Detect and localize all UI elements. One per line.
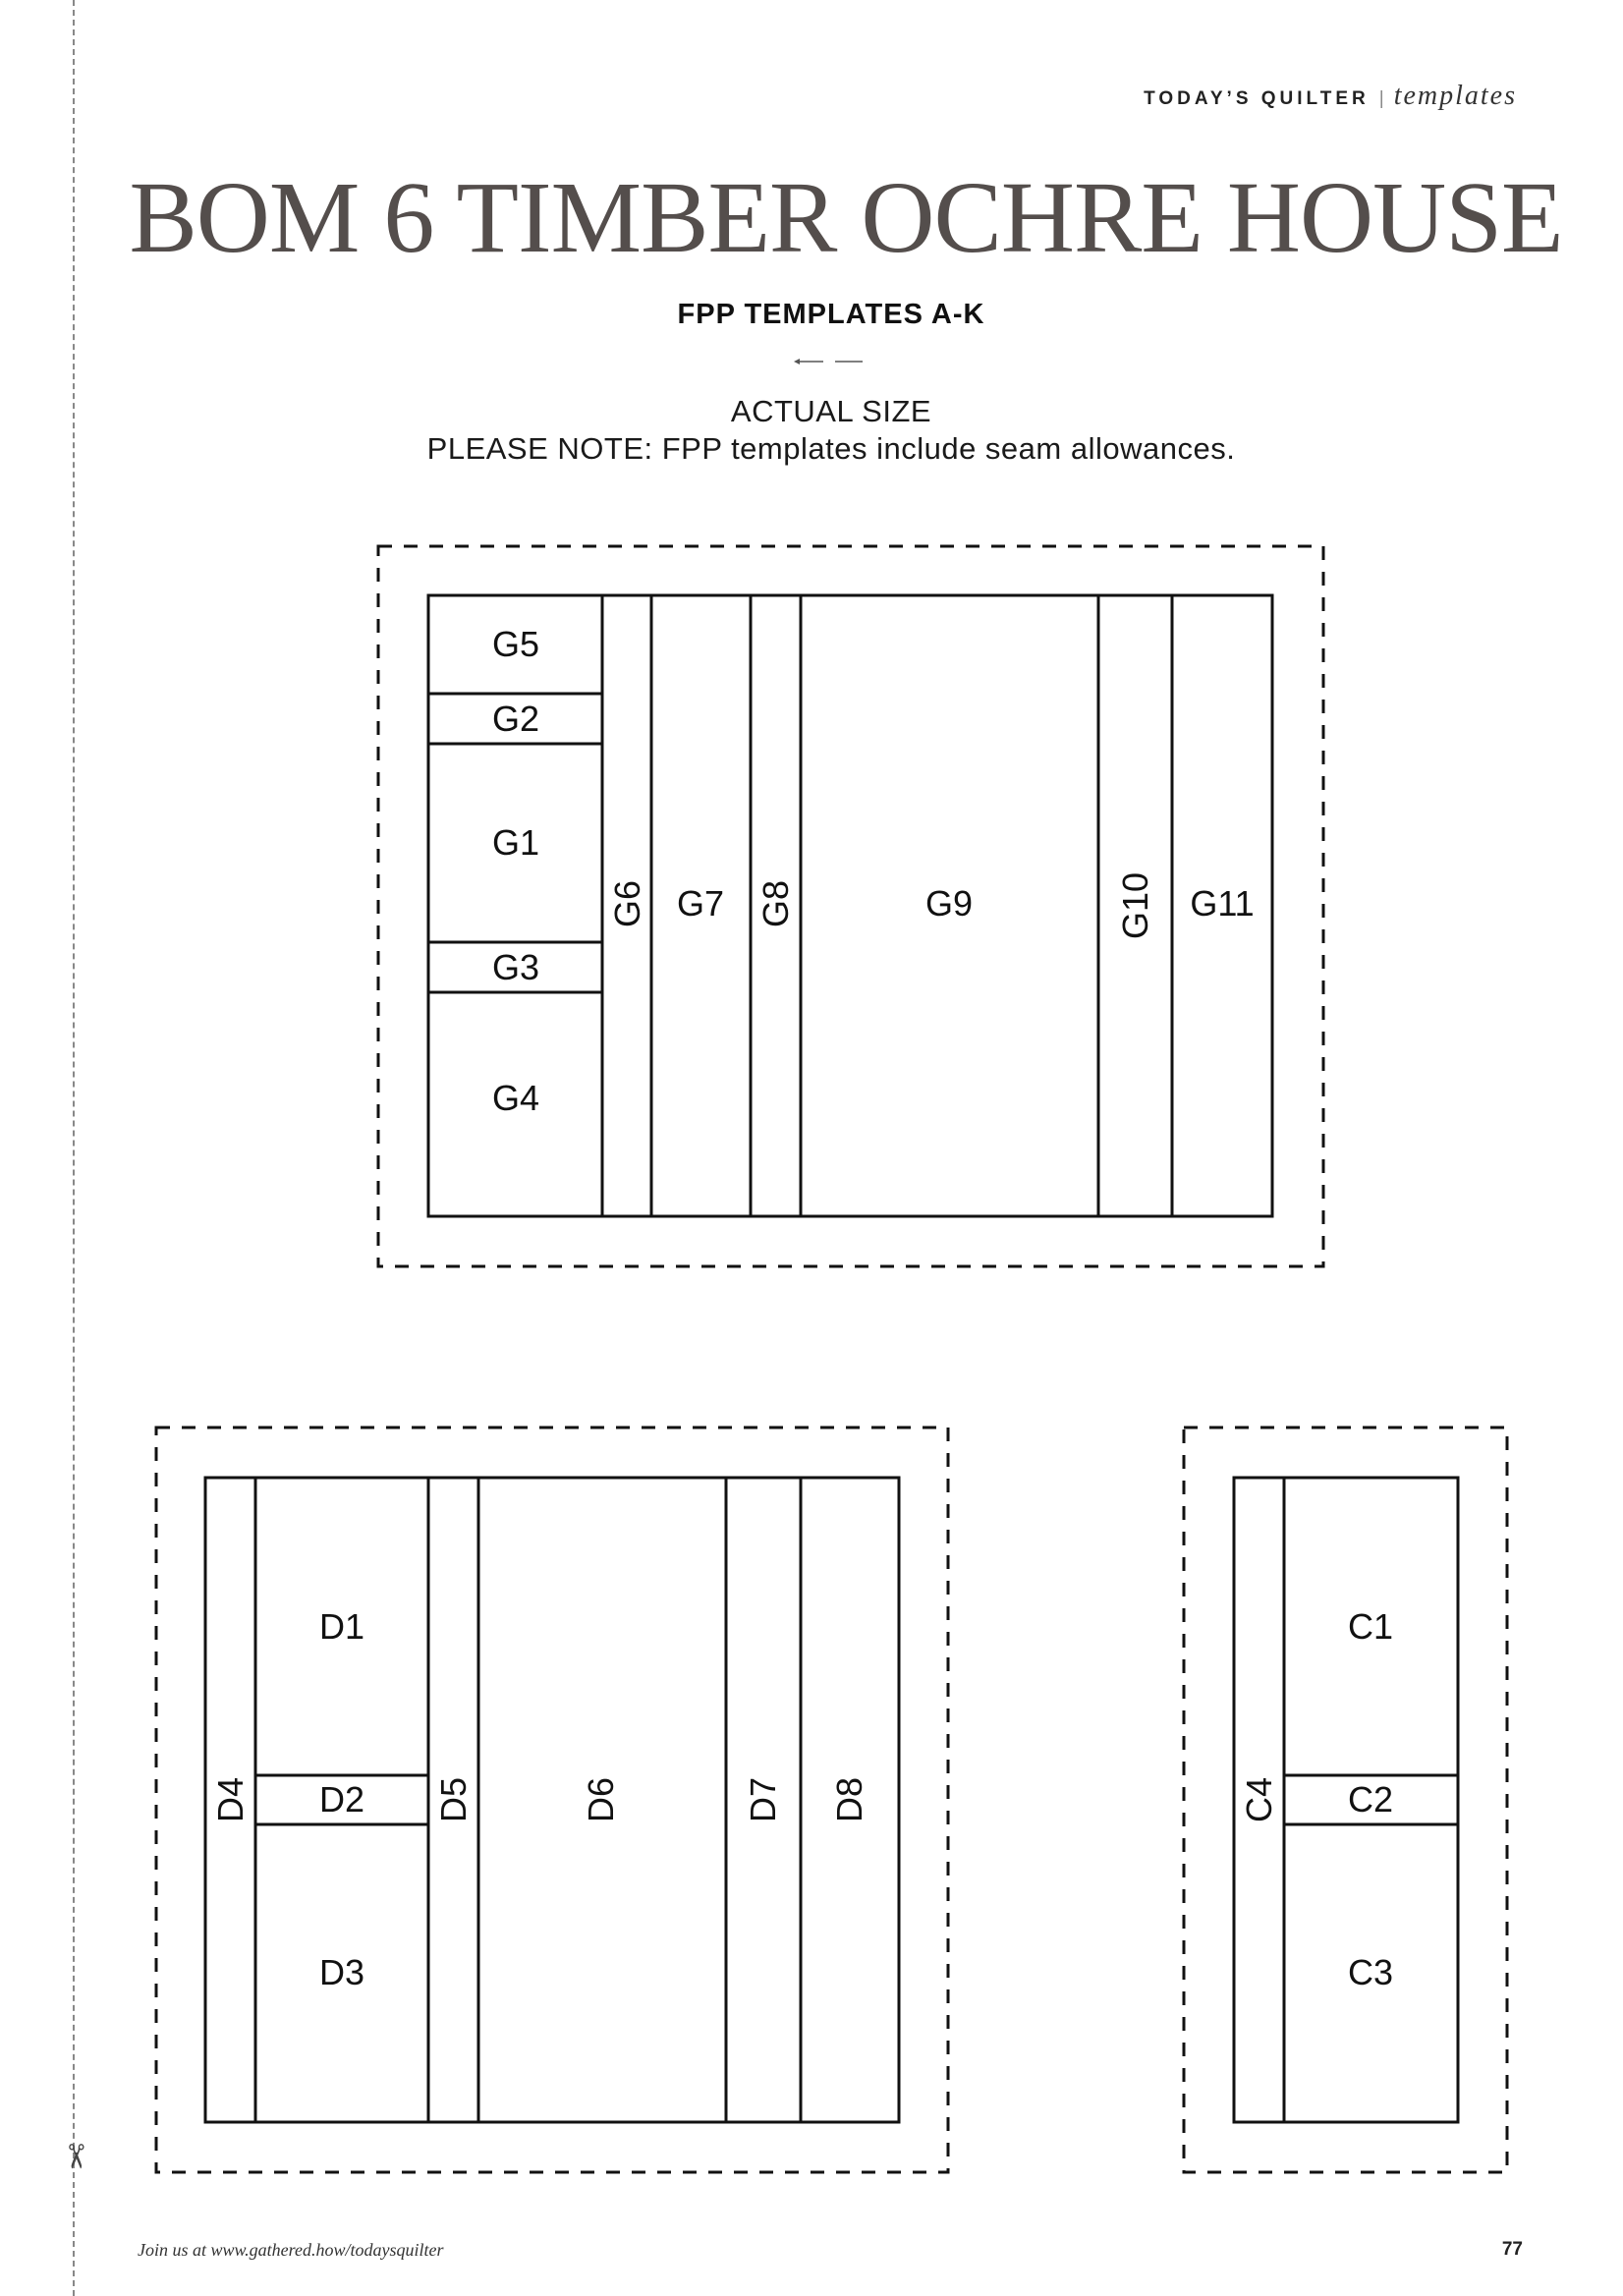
actual-size-label: ACTUAL SIZE bbox=[730, 394, 932, 428]
piece-g6: G6 bbox=[607, 879, 647, 928]
piece-c2: C2 bbox=[1347, 1779, 1394, 1820]
piece-g5: G5 bbox=[491, 624, 540, 664]
seam-allowance-note: PLEASE NOTE: FPP templates include seam allowances. bbox=[426, 431, 1236, 466]
piece-g10: G10 bbox=[1115, 871, 1155, 940]
piece-c4: C4 bbox=[1239, 1776, 1279, 1823]
piece-g2: G2 bbox=[491, 699, 540, 739]
template-g bbox=[378, 546, 1323, 1266]
piece-g7: G7 bbox=[676, 883, 725, 924]
piece-d5: D5 bbox=[433, 1776, 474, 1823]
header-separator: | bbox=[1378, 88, 1384, 109]
piece-d7: D7 bbox=[743, 1776, 783, 1823]
piece-c1: C1 bbox=[1347, 1606, 1394, 1647]
piece-c3: C3 bbox=[1347, 1952, 1394, 1992]
piece-g8: G8 bbox=[756, 879, 796, 928]
page-subtitle: FPP TEMPLATES A-K bbox=[677, 299, 985, 330]
piece-d3: D3 bbox=[318, 1952, 365, 1992]
scissors-icon: ✂ bbox=[55, 2142, 95, 2171]
piece-g4: G4 bbox=[491, 1078, 540, 1118]
page-title: BOM 6 TIMBER OCHRE HOUSE bbox=[129, 161, 1563, 274]
piece-g9: G9 bbox=[924, 883, 974, 924]
template-g-seam-lines bbox=[428, 595, 1172, 1216]
piece-g11: G11 bbox=[1190, 883, 1255, 924]
piece-d4: D4 bbox=[210, 1776, 251, 1823]
piece-d1: D1 bbox=[318, 1606, 365, 1647]
page-number: 77 bbox=[1501, 2239, 1523, 2260]
section-name: templates bbox=[1393, 81, 1517, 111]
piece-d2: D2 bbox=[318, 1779, 365, 1820]
piece-g1: G1 bbox=[491, 822, 540, 863]
footer-link[interactable]: Join us at www.gathered.how/todaysquilter bbox=[138, 2240, 444, 2260]
template-d bbox=[156, 1428, 948, 2172]
piece-g3: G3 bbox=[491, 947, 540, 987]
piece-d8: D8 bbox=[829, 1776, 869, 1823]
brand-name: TODAY’S QUILTER bbox=[1144, 88, 1370, 109]
template-d-outline bbox=[205, 1478, 899, 2122]
template-c bbox=[1184, 1428, 1507, 2172]
piece-d6: D6 bbox=[581, 1776, 621, 1823]
